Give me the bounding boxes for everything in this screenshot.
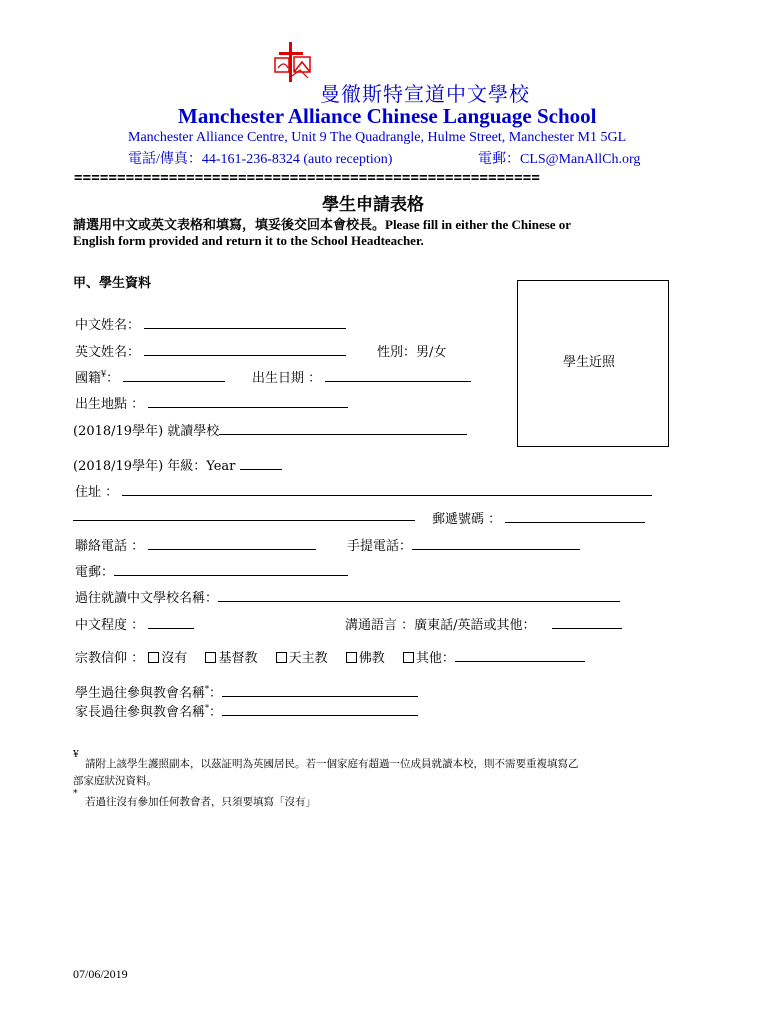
checkbox-icon[interactable] [148,652,159,663]
english-name-label: 英文姓名： [75,345,141,360]
chinese-name-field[interactable] [144,314,346,329]
religion-option-none[interactable] [148,651,187,666]
religion-option-label: 天主教 [288,651,328,666]
language-label: 溝通語言 ：廣東話/英語或其他： [345,618,536,633]
mobile-field[interactable] [412,535,580,550]
email-field[interactable] [114,561,348,576]
chinese-level-label: 中文程度 ： [75,618,145,633]
section-a-heading: 甲、學生資料 [73,276,152,291]
postcode-field[interactable] [505,508,645,523]
student-church-label: 學生過往參與教會名稱 [75,686,206,701]
footer-date: 07/06/2019 [73,967,128,981]
religion-other-field[interactable] [455,647,585,662]
email-label: 電郵： [75,565,115,580]
checkbox-icon[interactable] [346,652,357,663]
checkbox-icon[interactable] [205,652,216,663]
parent-church-label: 家長過往參與教會名稱 [75,705,206,720]
nationality-label: 國籍 [75,371,102,386]
nationality-footnote-mark: ¥ [101,369,107,379]
school-address: Manchester Alliance Centre, Unit 9 The Quadrangle, Hulme Street, Manchester M1 5GL [128,130,627,145]
school-email: 電郵：CLS@ManAllCh.org [478,152,641,167]
student-church-field[interactable] [222,682,418,697]
checkbox-icon[interactable] [403,652,414,663]
header-separator: ====================================================== [74,170,540,186]
school-english-name: Manchester Alliance Chinese Language School [178,104,597,128]
nationality-colon: ： [106,371,120,386]
address-field-line-2[interactable] [73,520,415,521]
school-phone: 電話/傳真：44-161-236-8324 (auto reception) [128,152,393,167]
grade-field[interactable] [240,455,282,470]
religion-option-catholic[interactable] [276,651,328,666]
footnote-yen-line-1: 請附上該學生護照副本，以茲証明為英國居民。若一個家庭有超過一位成員就讀本校，則不需要重複填寫乙 [85,758,579,770]
language-field[interactable] [552,614,622,629]
religion-option-label: 沒有 [161,651,188,666]
church-colon: ： [209,705,223,720]
birthplace-label: 出生地點 ： [75,397,145,412]
church-footnote-mark: * [205,703,210,713]
school-field[interactable] [219,420,467,435]
english-name-field[interactable] [144,341,346,356]
instruction-line-1: 請選用中文或英文表格和填寫，填妥後交回本會校長。Please fill in either the Chinese or [73,217,572,232]
religion-option-other[interactable] [403,651,455,666]
contact-phone-label: 聯絡電話 ： [75,539,145,554]
footnote-yen-line-2: 部家庭狀況資料。 [73,775,157,787]
nationality-field[interactable] [123,367,225,382]
religion-option-label: 佛教 [358,651,385,666]
dob-field[interactable] [325,367,471,382]
religion-option-christian[interactable] [205,651,257,666]
footnote-yen-mark: ¥ [73,750,79,760]
religion-option-buddhist[interactable] [346,651,385,666]
footnote-star-text: 若過往沒有參加任何教會者，只須要填寫「沒有」 [85,796,316,808]
checkbox-icon[interactable] [276,652,287,663]
mobile-label: 手提電話： [347,539,413,554]
address-label: 住址 ： [75,485,119,500]
birthplace-field[interactable] [148,393,348,408]
chinese-level-field[interactable] [148,614,194,629]
religion-option-label: 其他： [415,651,455,666]
photo-label: 學生近照 [563,355,616,370]
religion-option-label: 基督教 [218,651,258,666]
religion-label: 宗教信仰 ： [75,651,145,666]
prev-school-label: 過往就讀中文學校名稱： [75,591,219,606]
school-label: (2018/19學年) 就讀學校 [73,424,220,439]
church-footnote-mark: * [205,684,210,694]
instruction-line-2: English form provided and return it to the School Headteacher. [73,233,424,248]
footnote-star-mark: * [73,789,78,799]
contact-phone-field[interactable] [148,535,316,550]
dob-label: 出生日期 ： [252,371,322,386]
school-logo [272,40,316,84]
form-title: 學生申請表格 [322,195,424,215]
parent-church-field[interactable] [222,701,418,716]
school-chinese-name: 曼徹斯特宣道中文學校 [320,82,530,106]
church-colon: ： [209,686,223,701]
postcode-label: 郵遞號碼 ： [432,512,502,527]
address-field-line-1[interactable] [122,481,652,496]
prev-school-field[interactable] [218,587,620,602]
gender-label: 性別：男/女 [377,345,447,360]
grade-label: (2018/19學年) 年級：Year [73,459,236,474]
chinese-name-label: 中文姓名： [75,318,141,333]
